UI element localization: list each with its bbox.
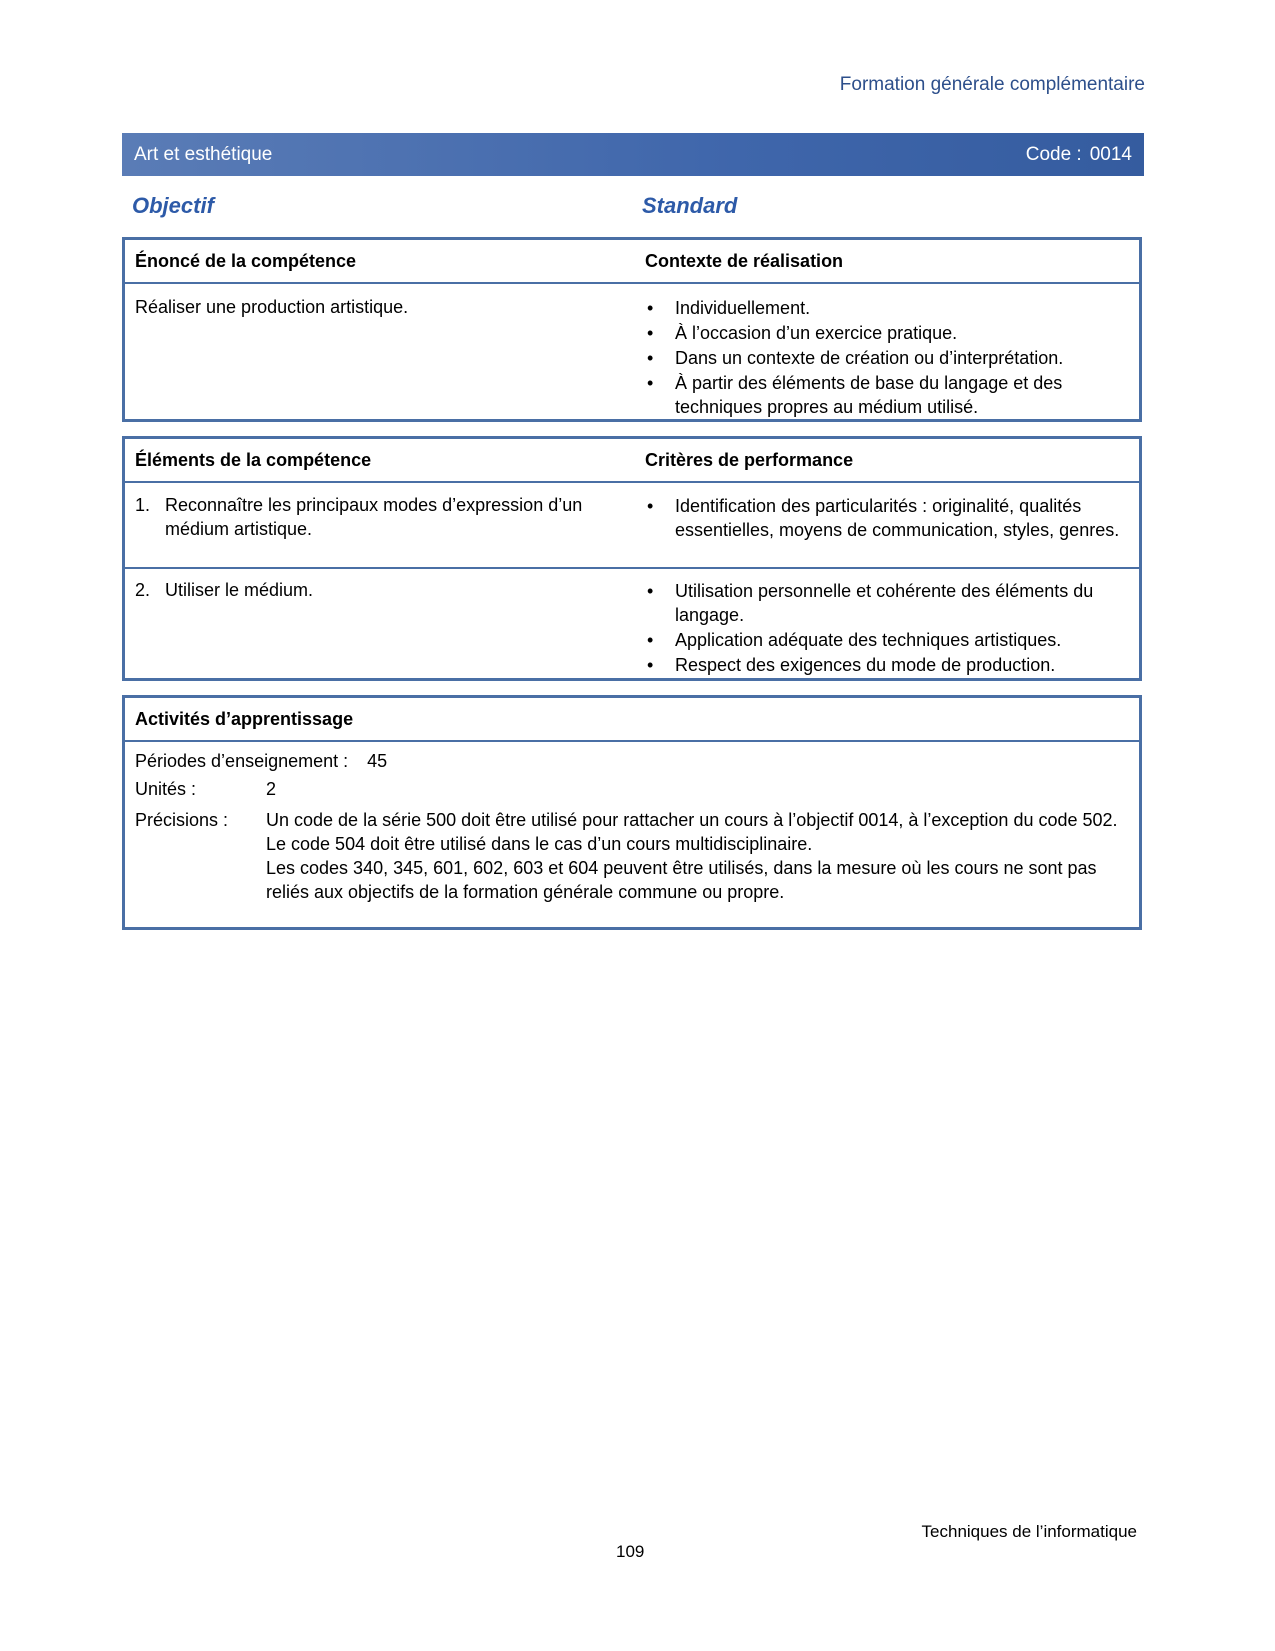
precision-paragraph: Les codes 340, 345, 601, 602, 603 et 604 peuvent être utilisés, dans la mesure où les cours ne sont pas reliés aux objectifs de la formation générale commune ou propre. xyxy=(266,858,1097,902)
code-value: 0014 xyxy=(1089,144,1132,165)
bullet-icon: • xyxy=(647,581,654,601)
bullet-icon: • xyxy=(647,496,654,516)
element-number: 2. xyxy=(135,580,151,600)
criteria-item: • Utilisation personnelle et cohérente des éléments du langage. xyxy=(647,581,1094,625)
bullet-icon: • xyxy=(647,298,654,318)
bullet-icon: • xyxy=(647,323,654,343)
criteria-item: • Respect des exigences du mode de production. xyxy=(647,655,1056,675)
periods-label: Périodes d’enseignement : xyxy=(135,751,349,771)
element-item xyxy=(135,493,625,541)
precision-paragraph: Un code de la série 500 doit être utilisé pour rattacher un cours à l’objectif 0014, à l’exception du code 502. xyxy=(266,810,1118,830)
context-list xyxy=(645,296,1125,420)
context-header: Contexte de réalisation xyxy=(645,251,844,271)
elements-header: Éléments de la compétence xyxy=(135,450,372,470)
competence-box-header xyxy=(125,240,1139,284)
element-row-2 xyxy=(125,567,1139,680)
precisions-body xyxy=(266,808,1126,904)
activities-box-header xyxy=(125,698,1139,742)
course-title: Art et esthétique xyxy=(134,144,273,165)
element-text: Utiliser le médium. xyxy=(165,580,314,600)
precision-paragraph: Le code 504 doit être utilisé dans le cas d’un cours multidisciplinaire. xyxy=(266,834,813,854)
page-number: 109 xyxy=(616,1542,645,1561)
element-row-1 xyxy=(125,483,1139,567)
context-item: • À partir des éléments de base du langage et des techniques propres au médium utilisé. xyxy=(647,373,1063,417)
context-item: • À l’occasion d’un exercice pratique. xyxy=(647,323,958,343)
units-line xyxy=(135,777,276,801)
competence-row xyxy=(125,284,1139,422)
element-text: Reconnaître les principaux modes d’expression d’un médium artistique. xyxy=(165,495,583,539)
element-number: 1. xyxy=(135,495,151,515)
bullet-icon: • xyxy=(647,348,654,368)
competence-statement: Réaliser une production artistique. xyxy=(135,297,409,317)
title-bar xyxy=(122,133,1144,176)
course-code xyxy=(1026,144,1132,166)
activities-header: Activités d’apprentissage xyxy=(135,709,354,729)
competence-box xyxy=(122,237,1142,422)
periods-line xyxy=(135,749,387,773)
competence-statement-header: Énoncé de la compétence xyxy=(135,251,357,271)
units-label: Unités : xyxy=(135,779,197,799)
context-item: • Individuellement. xyxy=(647,298,811,318)
periods-value: 45 xyxy=(367,751,388,771)
bullet-icon: • xyxy=(647,373,654,393)
activities-box xyxy=(122,695,1142,930)
elements-box-header xyxy=(125,439,1139,483)
bullet-icon: • xyxy=(647,655,654,675)
objective-heading: Objectif xyxy=(132,193,214,218)
footer-program: Techniques de l’informatique xyxy=(921,1522,1137,1541)
criteria-item: • Application adéquate des techniques artistiques. xyxy=(647,630,1062,650)
standard-heading: Standard xyxy=(642,193,738,218)
criteria-item: • Identification des particularités : originalité, qualités essentielles, moyens de communication, styles, genres. xyxy=(647,496,1120,540)
criteria-header: Critères de performance xyxy=(645,450,854,470)
context-item: • Dans un contexte de création ou d’interprétation. xyxy=(647,348,1064,368)
criteria-list xyxy=(645,494,1125,543)
bullet-icon: • xyxy=(647,630,654,650)
running-header: Formation générale complémentaire xyxy=(839,74,1145,95)
units-value: 2 xyxy=(266,779,277,799)
code-label: Code : xyxy=(1025,144,1082,165)
elements-box xyxy=(122,436,1142,681)
element-item xyxy=(135,578,625,602)
criteria-list xyxy=(645,579,1125,678)
precisions-label: Précisions : xyxy=(135,810,229,830)
